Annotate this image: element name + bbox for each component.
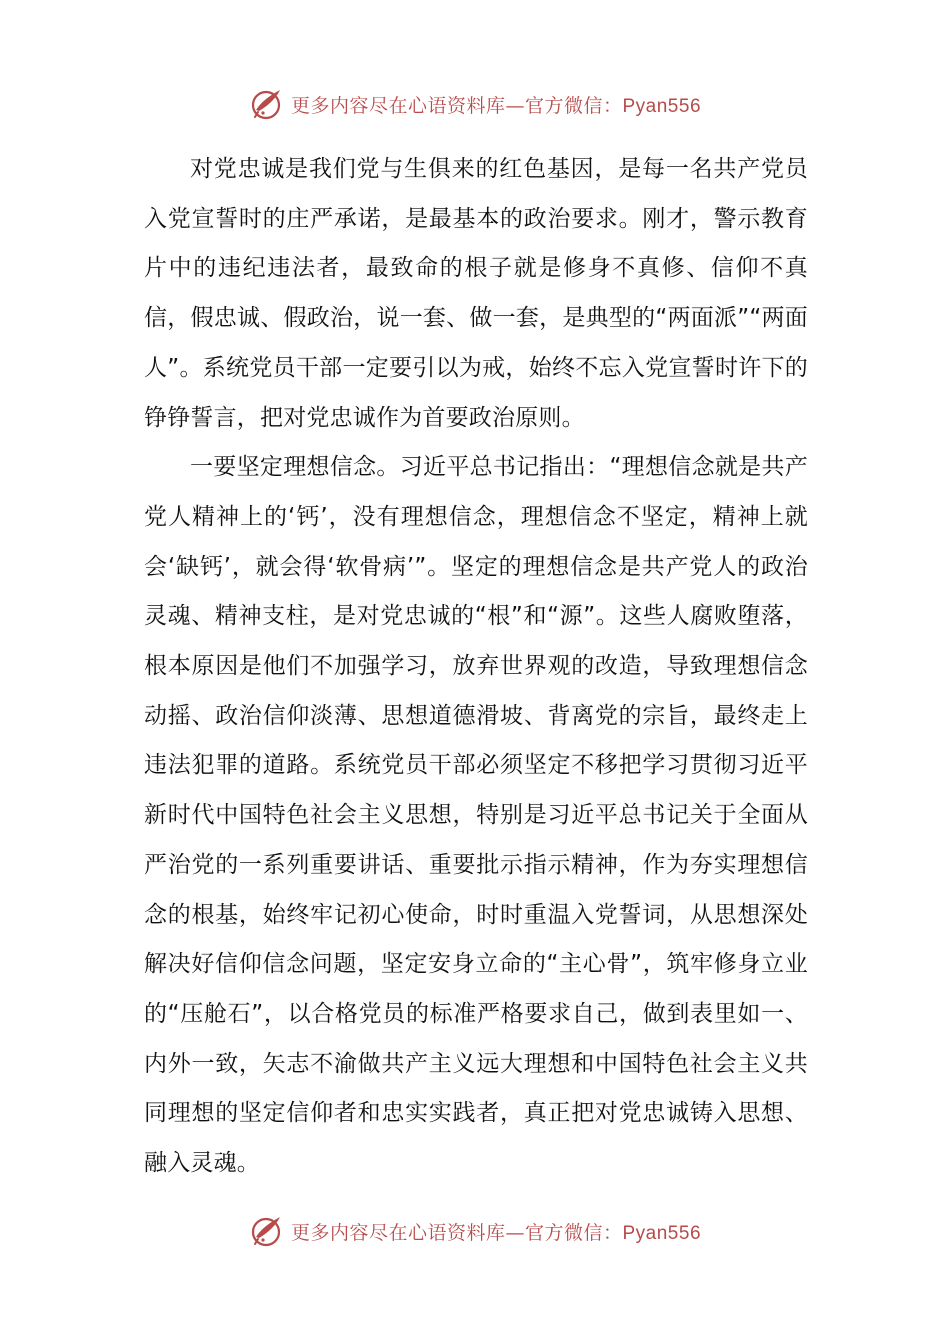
header-banner-handle: Pyan556 bbox=[622, 95, 702, 117]
paragraph-2: 一要坚定理想信念。习近平总书记指出：“理想信念就是共产党人精神上的‘钙’，没有理想信念，理想信念不坚定，精神上就会‘缺钙’，就会得‘软骨病’”。坚定的理想信念是共产党人的政治灵魂、精神支柱，是对党忠诚的“根”和“源”。这些人腐败堕落，根本原因是他们不加强学习，放弃世界观的改造，导致理想信念动摇、政治信仰淡薄、思想道德滑坡、背离党的宗旨，最终走上违法犯罪的道路。系统党员干部必须坚定不移把学习贯彻习近平新时代中国特色社会主义思想，特别是习近平总书记关于全面从严治党的一系列重要讲话、重要批示指示精神，作为夯实理想信念的根基，始终牢记初心使命，时时重温入党誓词，从思想深处解决好信仰信念问题，坚定安身立命的“主心骨”，筑牢修身立业的“压舱石”，以合格党员的标准严格要求自己，做到表里如一、内外一致，矢志不渝做共产主义远大理想和中国特色社会主义共同理想的坚定信仰者和忠实实践者，真正把对党忠诚铸入思想、融入灵魂。 bbox=[144, 454, 808, 1177]
header-banner bbox=[0, 84, 950, 124]
document-body bbox=[144, 145, 808, 1189]
footer-banner-text bbox=[291, 1218, 701, 1245]
quill-logo-icon bbox=[249, 1213, 285, 1249]
paragraph-1: 对党忠诚是我们党与生俱来的红色基因，是每一名共产党员入党宣誓时的庄严承诺，是最基本的政治要求。刚才，警示教育片中的违纪违法者，最致命的根子就是修身不真修、信仰不真信，假忠诚、假政治，说一套、做一套，是典型的“两面派”“两面人”。系统党员干部一定要引以为戒，始终不忘入党宣誓时许下的铮铮誓言，把对党忠诚作为首要政治原则。 bbox=[144, 156, 808, 431]
footer-banner-handle: Pyan556 bbox=[622, 1222, 702, 1244]
footer-banner-label: 更多内容尽在心语资料库—官方微信： bbox=[290, 1221, 623, 1244]
quill-logo-icon bbox=[249, 86, 285, 122]
header-banner-label: 更多内容尽在心语资料库—官方微信： bbox=[290, 94, 623, 117]
footer-banner bbox=[0, 1211, 950, 1251]
header-banner-text bbox=[291, 91, 701, 118]
